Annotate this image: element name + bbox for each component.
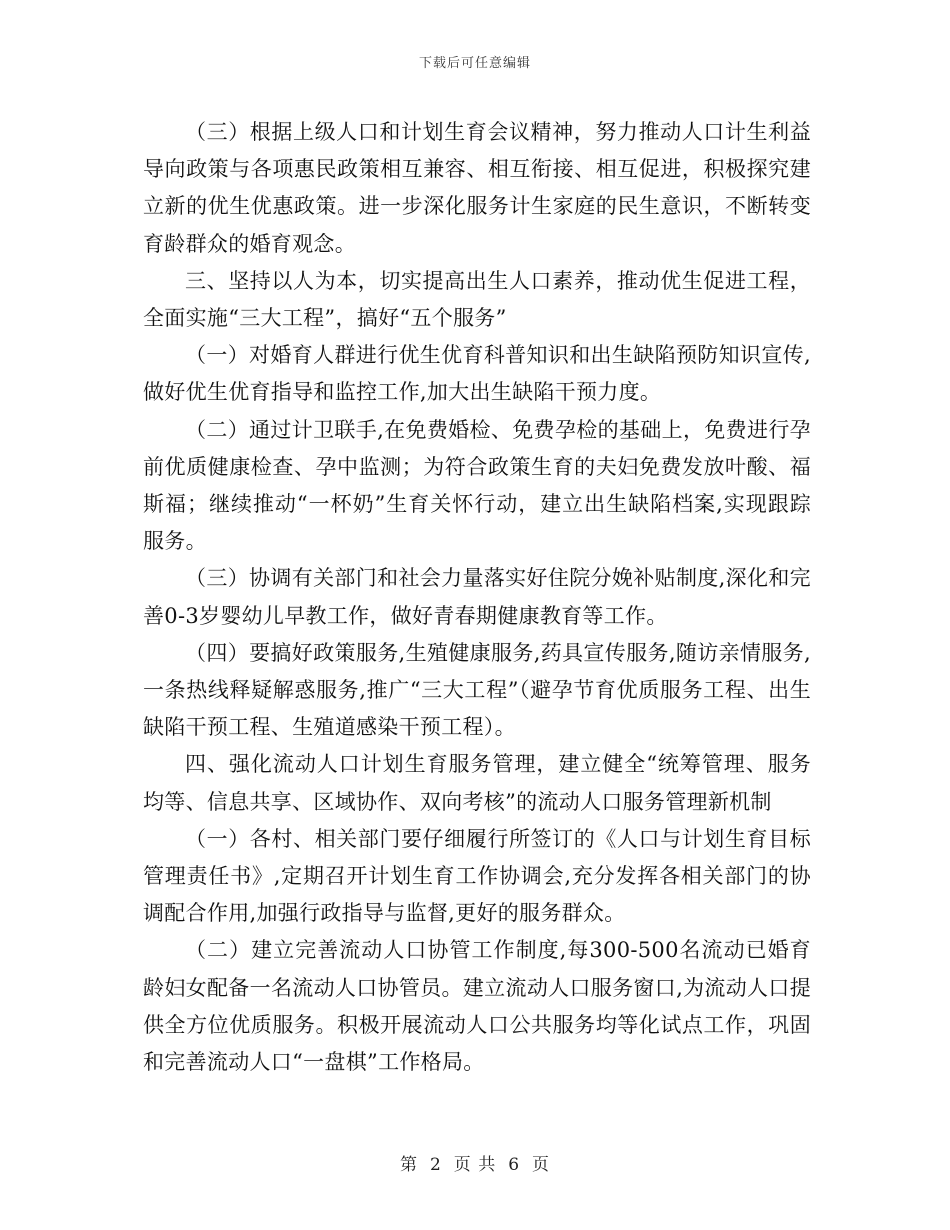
footer-middle: 页 共 <box>453 1155 497 1175</box>
paragraph: （三）协调有关部门和社会力量落实好住院分娩补贴制度,深化和完善0-3岁婴幼儿早教工作，做好青春期健康教育等工作。 <box>143 566 811 628</box>
footer-total-pages: 6 <box>508 1155 521 1175</box>
footer-prefix: 第 <box>399 1155 418 1175</box>
paragraph: （三）根据上级人口和计划生育会议精神，努力推动人口计生利益导向政策与各项惠民政策相互兼容、相互衔接、相互促进，积极探究建立新的优生优惠政策。进一步深化服务计生家庭的民生意识，不断转变育龄群众的婚育观念。 <box>143 120 811 256</box>
page-header-note: 下载后可任意编辑 <box>418 56 531 71</box>
page-number-footer <box>0 1150 950 1175</box>
footer-current-page: 2 <box>429 1155 442 1175</box>
paragraph: （四）要搞好政策服务,生殖健康服务,药具宣传服务,随访亲情服务,一条热线释疑解惑服务,推广“三大工程”（避孕节育优质服务工程、出生缺陷干预工程、生殖道感染干预工程）。 <box>143 640 811 740</box>
paragraph: （二）建立完善流动人口协管工作制度,每300-500名流动已婚育龄妇女配备一名流动人口协管员。建立流动人口服务窗口,为流动人口提供全方位优质服务。积极开展流动人口公共服务均等化试点工作，巩固和完善流动人口“一盘棋”工作格局。 <box>143 938 811 1075</box>
paragraph: （一）对婚育人群进行优生优育科普知识和出生缺陷预防知识宣传,做好优生优育指导和监控工作,加大出生缺陷干预力度。 <box>143 343 811 405</box>
section-heading: 三、坚持以人为本，切实提高出生人口素养，推动优生促进工程，全面实施“三大工程”，搞好“五个服务” <box>143 268 811 331</box>
section-heading: 四、强化流动人口计划生育服务管理，建立健全“统筹管理、服务均等、信息共享、区域协作、双向考核”的流动人口服务管理新机制 <box>143 752 811 814</box>
paragraph: （一）各村、相关部门要仔细履行所签订的《人口与计划生育目标管理责任书》,定期召开计划生育工作协调会,充分发挥各相关部门的协调配合作用,加强行政指导与监督,更好的服务群众。 <box>143 826 811 926</box>
footer-suffix: 页 <box>532 1155 551 1175</box>
paragraph: （二）通过计卫联手,在免费婚检、免费孕检的基础上，免费进行孕前优质健康检查、孕中监测；为符合政策生育的夫妇免费发放叶酸、福斯福；继续推动“一杯奶”生育关怀行动，建立出生缺陷档案,实现跟踪服务。 <box>143 417 811 554</box>
document-body <box>143 114 811 1081</box>
